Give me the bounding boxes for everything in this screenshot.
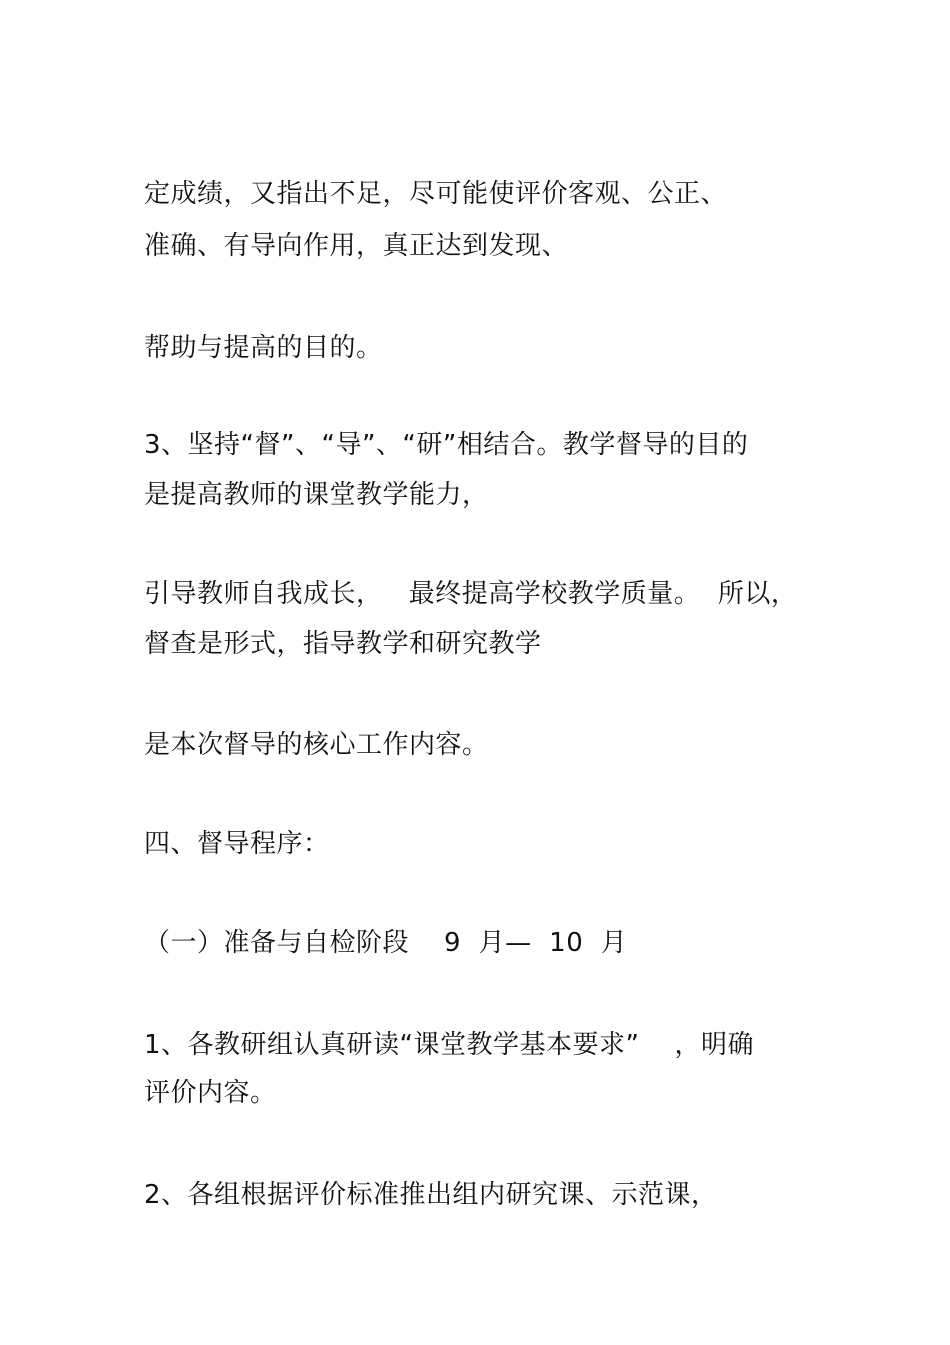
text-line: 3、坚持“督”、“导”、“研”相结合。教学督导的目的 [144,430,749,460]
text-line: 引导教师自我成长， 最终提高学校教学质量。 所以， [144,579,798,609]
text-line: 是提高教师的课堂教学能力， [144,480,489,510]
text-line: 督查是形式，指导教学和研究教学 [144,629,542,659]
text-line: 是本次督导的核心工作内容。 [144,730,489,760]
text-line: 评价内容。 [144,1078,277,1108]
text-line: 帮助与提高的目的。 [144,333,383,363]
text-line: 定成绩，又指出不足，尽可能使评价客观、公正、 [144,179,728,209]
text-line: 2、各组根据评价标准推出组内研究课、示范课， [144,1180,718,1210]
text-line: 1、各教研组认真研读“课堂教学基本要求” ，明确 [144,1030,755,1060]
text-line: 准确、有导向作用，真正达到发现、 [144,231,569,261]
subsection-heading: （一）准备与自检阶段 9 月— 10 月 [144,928,628,958]
section-heading: 四、督导程序： [144,829,330,859]
